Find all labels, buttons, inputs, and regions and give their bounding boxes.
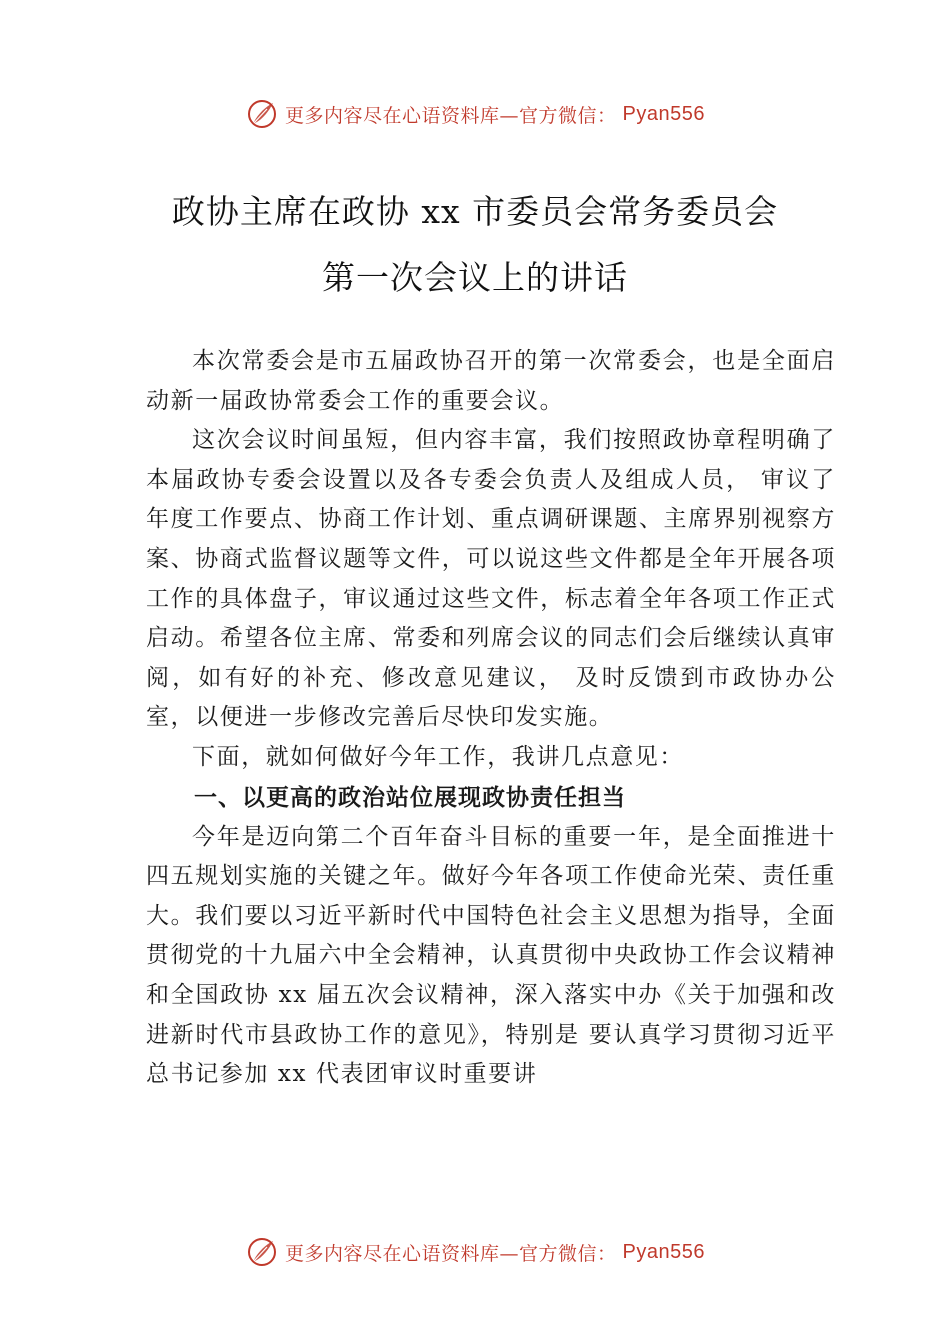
paragraph-4: 今年是迈向第二个百年奋斗目标的重要一年，是全面推进十四五规划实施的关键之年。做好今年各项工作使命光荣、责任重大。我们要以习近平新时代中国特色社会主义思想为指导，全面贯彻党的十九届六中全会精神，认真贯彻中央政协工作会议精神和全国政协 xx 届五次会议精神，深入落实中办《关于加强和改进新时代市县政协工作的意见》，特别是 要认真学习贯彻习近平总书记参加 xx 代表团审议时重要讲 xyxy=(146,823,836,1088)
paragraph-2: 这次会议时间虽短，但内容丰富，我们按照政协章程明确了本届政协专委会设置以及各专委会负责人及组成人员， 审议了年度工作要点、协商工作计划、重点调研课题、主席界别视察方案、协商式监督议题等文件，可以说这些文件都是全年开展各项工作的具体盘子，审议通过这些文件，标志着全年各项工作正式启动。希望各位主席、常委和列席会议的同志们会后继续认真审阅，如有好的补充、修改意见建议， 及时反馈到市政协办公室，以便进一步修改完善后尽快印发实施。 xyxy=(146,427,836,731)
paragraph-3: 下面，就如何做好今年工作，我讲几点意见： xyxy=(192,743,684,770)
watermark-text: 更多内容尽在心语资料库—官方微信： xyxy=(285,104,617,127)
watermark-banner-top xyxy=(0,94,950,134)
document-title-line-2: 第一次会议上的讲话 xyxy=(322,258,628,297)
feather-pen-logo-icon xyxy=(245,97,279,131)
watermark-wechat-id: Pyan556 xyxy=(622,1240,705,1263)
feather-pen-logo-icon xyxy=(245,1235,279,1269)
document-title-line-1: 政协主席在政协 xx 市委员会常务委员会 xyxy=(171,192,779,231)
document-body xyxy=(146,342,836,1095)
watermark-banner-bottom xyxy=(0,1232,950,1272)
watermark-text: 更多内容尽在心语资料库—官方微信： xyxy=(285,1242,617,1265)
paragraph-1: 本次常委会是市五届政协召开的第一次常委会，也是全面启动新一届政协常委会工作的重要会议。 xyxy=(146,348,836,414)
watermark-wechat-id: Pyan556 xyxy=(622,102,705,125)
section-heading-1: 一、以更高的政治站位展现政协责任担当 xyxy=(194,784,626,811)
